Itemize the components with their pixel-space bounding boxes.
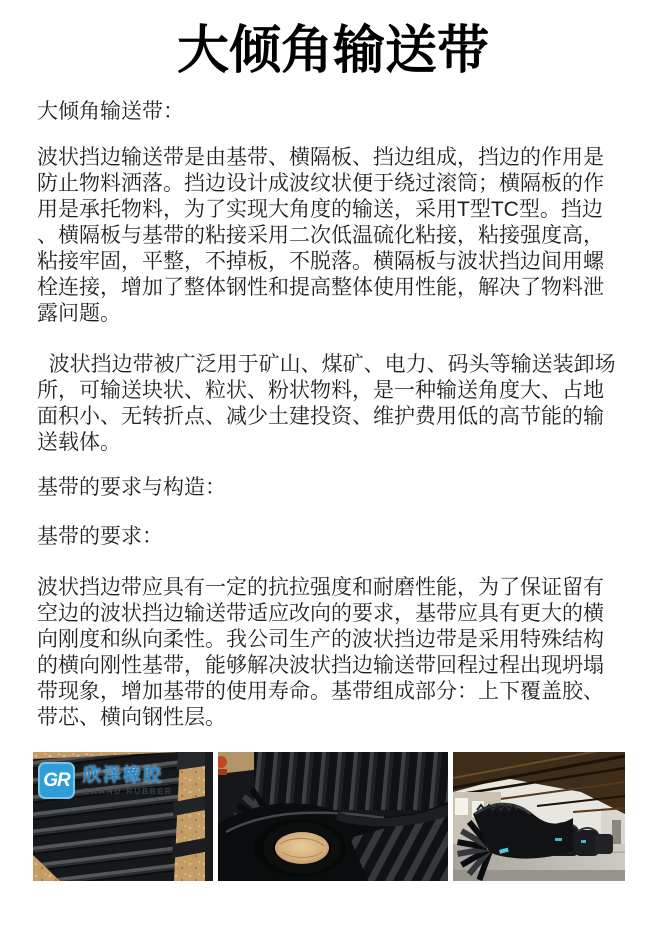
logo-initials: GR <box>43 769 70 791</box>
photo-sidewall-belt-loop <box>218 752 448 881</box>
brand-watermark <box>38 762 173 799</box>
intro-line: 大倾角输送带： <box>37 100 184 123</box>
paragraph-belt-composition: 波状挡边输送带是由基带、横隔板、挡边组成，挡边的作用是防止物料洒落。挡边设计成波纹状便于绕过滚筒；横隔板的作用是承托物料，为了实现大角度的输送，采用T型TC型。挡边、横隔板与基带的粘接采用二次低温硫化粘接，粘接强度高，粘接牢固，平整，不掉板，不脱落。横隔板与波状挡边间用螺栓连接，增加了整体钢性和提高整体使用性能，解决了物料泄露问题。 <box>37 146 604 325</box>
photo-corrugated-sidewall-closeup <box>33 752 213 881</box>
photo-warehouse-belts <box>453 752 625 881</box>
warehouse-illustration <box>453 752 625 881</box>
paragraph-belt-applications: 波状挡边带被广泛用于矿山、煤矿、电力、码头等输送装卸场所，可输送块状、粒状、粉状物料，是一种输送角度大、占地面积小、无转折点、减少土建投资、维护费用低的高节能的输送载体。 <box>37 353 616 454</box>
belt-loop-illustration <box>218 752 448 881</box>
product-gallery <box>33 752 666 881</box>
heading-base-belt-structure: 基带的要求与构造： <box>37 476 226 499</box>
brand-name-chinese: 欣泽橡胶 <box>83 765 163 785</box>
heading-base-belt-requirement: 基带的要求： <box>37 525 163 548</box>
brand-name-block <box>83 762 173 797</box>
article-body <box>37 99 617 731</box>
paragraph-base-belt-details: 波状挡边带应具有一定的抗拉强度和耐磨性能，为了保证留有空边的波状挡边输送带适应改向的要求，基带应具有更大的横向刚度和纵向柔性。我公司生产的波状挡边带是采用特殊结构的横向刚性基带，能够解决波状挡边输送带回程过程出现坍塌带现象，增加基带的使用寿命。基带组成部分：上下覆盖胶、带芯、横向钢性层。 <box>37 576 604 729</box>
product-page <box>0 20 666 950</box>
brand-name-english: GRAND RUBBER <box>83 787 173 796</box>
grand-rubber-logo-icon <box>38 762 75 799</box>
page-title: 大倾角输送带 <box>176 22 489 80</box>
